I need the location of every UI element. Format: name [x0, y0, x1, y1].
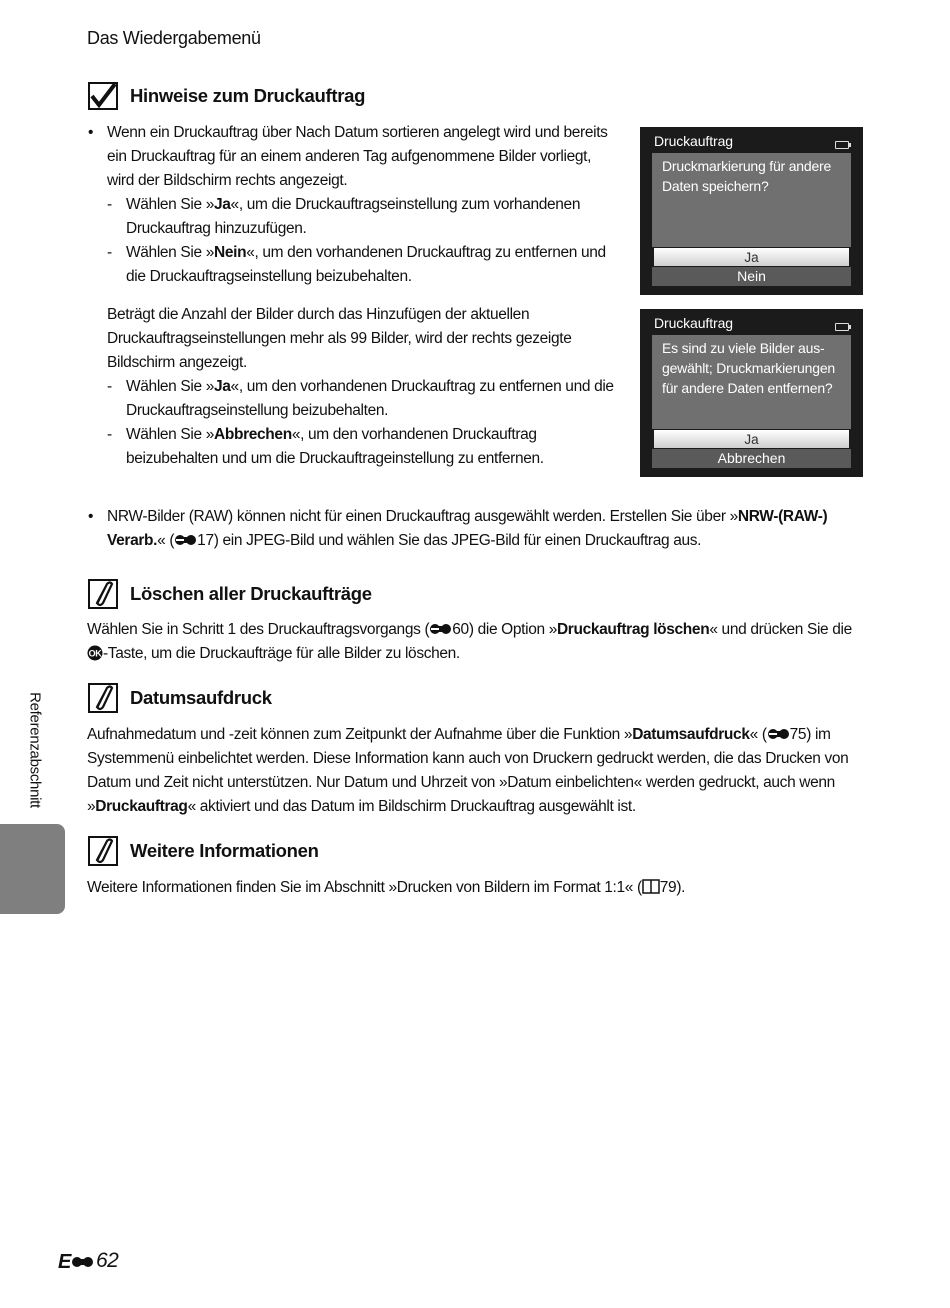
e-section-icon [767, 727, 790, 740]
page-number: 62 [96, 1249, 119, 1272]
e-section-icon [429, 622, 452, 635]
section-title-text: Hinweise zum Druckauftrag [130, 85, 366, 106]
option-ja[interactable]: Ja [654, 430, 849, 448]
sub-item-nein: - Wählen Sie »Nein«, um den vorhandenen Druckauftrag zu entfernen und die Druckauftragseinstellung beizubehalten. [107, 244, 606, 285]
paragraph-weitere: Weitere Informationen finden Sie im Abschnitt »Drucken von Bildern im Format 1:1« ( 79). [87, 879, 686, 896]
book-icon [642, 879, 660, 894]
section-title-text: Weitere Informationen [130, 840, 319, 861]
note-icon [88, 579, 118, 609]
e-section-icon [174, 533, 197, 546]
note-icon [88, 683, 118, 713]
bullet-text: Wenn ein Druckauftrag über Nach Datum sortieren angelegt wird und bereits ein Druckauftrag für an einem anderen Tag aufgenommene Bilder vorliegt, wird der Bildschirm rechts angezeigt. [107, 124, 608, 189]
screen-title: Druckauftrag [654, 315, 733, 331]
section-title-datum [88, 683, 272, 713]
paragraph-loeschen: Wählen Sie in Schritt 1 des Druckauftragsvorgangs ( 60) die Option »Druckauftrag löschen« und drücken Sie die OK -Taste, um die Druckaufträge für alle Bilder zu löschen. [87, 621, 852, 662]
option-ja[interactable]: Ja [654, 248, 849, 266]
sub-item-abbrechen: - Wählen Sie »Abbrechen«, um den vorhandenen Druckauftrag beizubehalten und um die Druckauftrageinstellung zu entfernen. [107, 426, 544, 467]
sub-item-ja-2: - Wählen Sie »Ja«, um den vorhandenen Druckauftrag zu entfernen und die Druckauftragseinstellung beizubehalten. [107, 378, 614, 419]
svg-text:E: E [58, 1251, 72, 1271]
camera-screen-2 [640, 309, 863, 477]
section-title-text: Datumsaufdruck [130, 687, 272, 708]
check-icon [88, 82, 118, 110]
side-tab [0, 824, 65, 914]
section-title-weitere [88, 836, 319, 866]
screen-title: Druckauftrag [654, 133, 733, 149]
bullet-nrw-bilder: • NRW-Bilder (RAW) können nicht für einen Druckauftrag ausgewählt werden. Erstellen Sie über »NRW-(RAW-) Verarb.« ( 17) ein JPEG-Bild und wählen Sie das JPEG-Bild für einen Druckauftrag aus. [88, 508, 828, 549]
note-icon [88, 836, 118, 866]
option-nein[interactable]: Nein [652, 267, 851, 286]
paragraph-text: Beträgt die Anzahl der Bilder durch das Hinzufügen der aktuellen Druckauftragseinstellungen mehr als 99 Bilder, wird der rechts gezeigte Bildschirm angezeigt. [107, 306, 572, 371]
bullet-druckauftrag-datum: • Wenn ein Druckauftrag über Nach Datum sortieren angelegt wird und bereits ein Druckauftrag für an einem anderen Tag aufgenommene Bilder vorliegt, wird der Bildschirm rechts angezeigt. - Wählen Sie »Ja«, um die Druckauftragseinstellung zum vorhandenen Druckauftrag hinzuzufügen. - Wählen Sie »Nein«, um den vorhandenen Druckauftrag zu entfernen und die Druckauftragseinstellung beizubehalten. [88, 121, 618, 289]
ok-button-icon [87, 645, 103, 661]
battery-icon [835, 141, 849, 149]
camera-screen-1 [640, 127, 863, 295]
screen-message: Es sind zu viele Bilder aus-gewählt; Druckmarkierungen für andere Daten entfernen? [662, 340, 835, 396]
screen-message-area [652, 335, 851, 429]
svg-text:OK: OK [88, 648, 102, 659]
section-title-loeschen [88, 579, 372, 609]
battery-icon [835, 323, 849, 331]
section-title-hinweise [88, 82, 365, 110]
side-tab-label: Referenzabschnitt [26, 692, 44, 808]
page-header: Das Wiedergabemenü [87, 28, 261, 48]
option-abbrechen[interactable]: Abbrechen [652, 449, 851, 468]
paragraph-datum: Aufnahmedatum und -zeit können zum Zeitpunkt der Aufnahme über die Funktion »Datumsaufdruck« ( 75) im Systemmenü einbelichtet werden. Diese Information kann auch von Druckern gedruckt werden, die das Drucken von Datum und Zeit nicht unterstützen. Nur Datum und Uhrzeit von »Datum einbelichten« werden gedruckt, auch wenn »Druckauftrag« aktiviert und das Datum im Bildschirm Druckauftrag ausgewählt ist. [87, 726, 849, 815]
screen-message: Druckmarkierung für andere Daten speichern? [662, 158, 832, 194]
section-title-text: Löschen aller Druckaufträge [130, 583, 372, 604]
paragraph-99-bilder [107, 303, 619, 471]
e-section-icon [58, 1251, 94, 1271]
page-footer [58, 1249, 118, 1273]
sub-item-ja: - Wählen Sie »Ja«, um die Druckauftragseinstellung zum vorhandenen Druckauftrag hinzuzufügen. [107, 196, 581, 237]
screen-message-area [652, 153, 851, 247]
